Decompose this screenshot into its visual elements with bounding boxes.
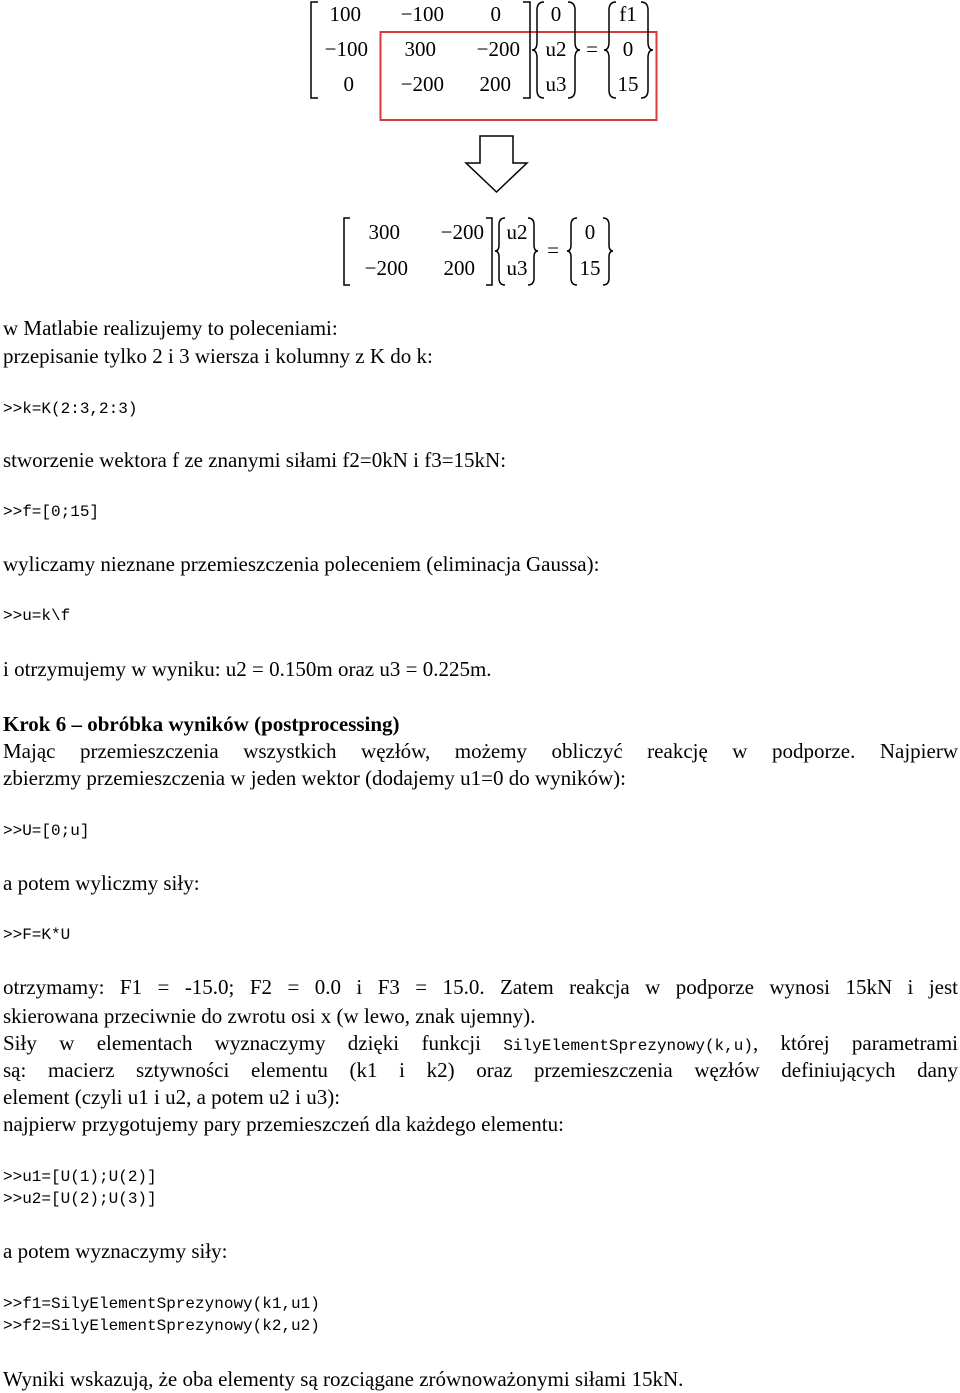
reduced-matrix-equation xyxy=(330,210,630,290)
paragraph: w Matlabie realizujemy to poleceniami: xyxy=(3,316,338,340)
code-line: >>f2=SilyElementSprezynowy(k2,u2) xyxy=(3,1317,320,1335)
paragraph: stworzenie wektora f ze znanymi siłami f2=0kN i f3=15kN: xyxy=(3,448,507,472)
paragraph: przepisanie tylko 2 i 3 wiersza i kolumny z K do k: xyxy=(3,344,433,368)
paragraph: Mając przemieszczenia wszystkich węzłów, możemy obliczyć reakcję w podporze. Najpierw xyxy=(3,739,958,763)
vector-u-cell: u2 xyxy=(545,37,567,61)
vector-u-cell: u2 xyxy=(506,220,528,244)
matrix-right-bracket xyxy=(486,218,492,285)
matrix-cell: 0 xyxy=(490,2,501,26)
paragraph: wyliczamy nieznane przemieszczenia poleceniem (eliminacja Gaussa): xyxy=(3,552,600,576)
matrix-cell: 0 xyxy=(343,72,354,96)
matrix-cell: 300 xyxy=(404,37,436,61)
vector-f-cell: 15 xyxy=(617,72,639,96)
vector-u-left-brace xyxy=(532,2,544,98)
down-arrow-icon xyxy=(462,135,532,195)
matrix-cell: 200 xyxy=(443,256,475,280)
vector-f-left-brace xyxy=(567,218,577,285)
paragraph: skierowana przeciwnie do zwrotu osi x (w lewo, znak ujemny). xyxy=(3,1004,536,1028)
vector-u-right-brace xyxy=(528,218,538,285)
vector-u-cell: u3 xyxy=(545,72,567,96)
code-line: >>U=[0;u] xyxy=(3,822,90,840)
code-line: >>f=[0;15] xyxy=(3,503,100,521)
code-line: >>u=k\f xyxy=(3,607,71,625)
section-heading: Krok 6 – obróbka wyników (postprocessing) xyxy=(3,712,400,736)
vector-u-left-brace xyxy=(495,218,505,285)
vector-f-cell: 0 xyxy=(622,37,634,61)
matrix-cell: −200 xyxy=(440,220,484,244)
inline-code: SilyElementSprezynowy(k,u) xyxy=(503,1037,753,1055)
vector-f-cell: 15 xyxy=(579,256,601,280)
matrix-right-bracket xyxy=(523,2,530,98)
matrix-left-bracket xyxy=(344,218,350,285)
vector-u-cell: 0 xyxy=(550,2,562,26)
vector-f-right-brace xyxy=(641,2,653,98)
matrix-cell: −200 xyxy=(476,37,520,61)
paragraph: najpierw przygotujemy pary przemieszczeń dla każdego elementu: xyxy=(3,1112,564,1136)
paragraph: otrzymamy: F1 = -15.0; F2 = 0.0 i F3 = 15.0. Zatem reakcja w podporze wynosi 15kN i jest xyxy=(3,975,958,999)
vector-f-left-brace xyxy=(604,2,616,98)
paragraph: Wyniki wskazują, że oba elementy są rozciągane zrównoważonymi siłami 15kN. xyxy=(3,1367,684,1391)
paragraph: a potem wyliczmy siły: xyxy=(3,871,200,895)
vector-u-cell: u3 xyxy=(506,256,528,280)
code-line: >>u2=[U(2);U(3)] xyxy=(3,1190,157,1208)
matrix-cell: 300 xyxy=(368,220,400,244)
matrix-cell: −200 xyxy=(364,256,408,280)
vector-u-right-brace xyxy=(568,2,580,98)
paragraph-text: , której parametrami xyxy=(752,1031,958,1055)
matrix-cell: −200 xyxy=(400,72,444,96)
code-line: >>k=K(2:3,2:3) xyxy=(3,400,138,418)
equals-sign: = xyxy=(586,37,598,61)
equals-sign: = xyxy=(547,238,559,262)
matrix-cell: 200 xyxy=(479,72,511,96)
code-line: >>F=K*U xyxy=(3,926,71,944)
paragraph-text: Siły w elementach wyznaczymy dzięki funkcji xyxy=(3,1031,504,1055)
paragraph: są: macierz sztywności elementu (k1 i k2) oraz przemieszczenia węzłów definiujących dany xyxy=(3,1058,958,1082)
vector-f-right-brace xyxy=(603,218,613,285)
paragraph: zbierzmy przemieszczenia w jeden wektor (dodajemy u1=0 do wyników): xyxy=(3,766,626,790)
full-matrix-equation xyxy=(0,0,960,130)
matrix-cell: 100 xyxy=(329,2,361,26)
vector-f-cell: f1 xyxy=(619,2,637,26)
paragraph: a potem wyznaczymy siły: xyxy=(3,1239,228,1263)
paragraph: element (czyli u1 i u2, a potem u2 i u3): xyxy=(3,1085,341,1109)
code-line: >>f1=SilyElementSprezynowy(k1,u1) xyxy=(3,1295,320,1313)
vector-f-cell: 0 xyxy=(584,220,596,244)
matrix-cell: −100 xyxy=(324,37,368,61)
matrix-cell: −100 xyxy=(400,2,444,26)
matrix-left-bracket xyxy=(311,2,318,98)
paragraph: i otrzymujemy w wyniku: u2 = 0.150m oraz u3 = 0.225m. xyxy=(3,657,492,681)
code-line: >>u1=[U(1);U(2)] xyxy=(3,1168,157,1186)
